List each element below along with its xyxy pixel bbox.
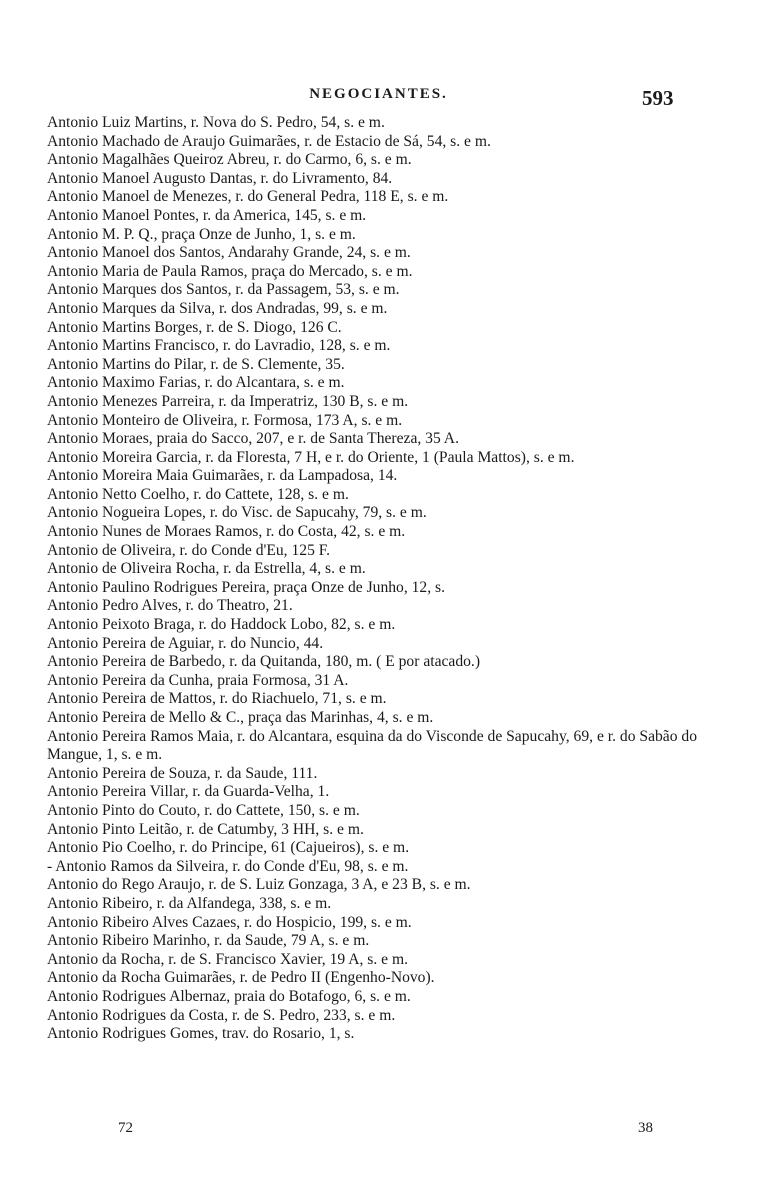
list-item: Antonio da Rocha Guimarães, r. de Pedro II (Engenho-Novo). <box>47 969 435 987</box>
list-item: Antonio Pedro Alves, r. do Theatro, 21. <box>47 597 293 615</box>
list-item: Antonio Rodrigues Albernaz, praia do Botafogo, 6, s. e m. <box>47 987 411 1005</box>
list-item: Antonio Peixoto Braga, r. do Haddock Lobo, 82, s. e m. <box>47 616 396 634</box>
section-title: NEGOCIANTES. <box>309 86 448 102</box>
list-item: Antonio Nunes de Moraes Ramos, r. do Costa, 42, s. e m. <box>47 523 406 541</box>
list-item: Antonio Martins Francisco, r. do Lavradio, 128, s. e m. <box>47 337 391 355</box>
list-item: Antonio Manoel dos Santos, Andarahy Grande, 24, s. e m. <box>47 244 411 262</box>
list-item: Antonio Pereira Ramos Maia, r. do Alcantara, esquina da do Visconde de Sapucahy, 69, e r. do Sabão do Mangue, 1, s. e m. <box>47 727 697 764</box>
list-item: Antonio Pinto do Couto, r. do Cattete, 150, s. e m. <box>47 801 360 819</box>
list-item: Antonio Nogueira Lopes, r. do Visc. de Sapucahy, 79, s. e m. <box>47 504 427 522</box>
list-item: Antonio Moreira Maia Guimarães, r. da Lampadosa, 14. <box>47 467 398 485</box>
list-item: Antonio Maria de Paula Ramos, praça do Mercado, s. e m. <box>47 262 413 280</box>
list-item: Antonio Pinto Leitão, r. de Catumby, 3 HH, s. e m. <box>47 820 364 838</box>
signature-mark: 72 <box>118 1120 133 1136</box>
list-item: Antonio de Oliveira, r. do Conde d'Eu, 125 F. <box>47 541 331 559</box>
list-item: Antonio Manoel de Menezes, r. do General Pedra, 118 E, s. e m. <box>47 188 449 206</box>
list-item: Antonio Pereira de Mattos, r. do Riachuelo, 71, s. e m. <box>47 690 387 708</box>
sheet-number: 38 <box>638 1120 653 1136</box>
list-item: Antonio Pereira de Aguiar, r. do Nuncio, 44. <box>47 634 324 652</box>
directory-entries <box>0 114 757 1044</box>
list-item: Antonio Luiz Martins, r. Nova do S. Pedro, 54, s. e m. <box>47 114 385 131</box>
list-item: Antonio Pio Coelho, r. do Principe, 61 (Cajueiros), s. e m. <box>47 839 410 857</box>
page-header <box>0 86 757 108</box>
list-item: Antonio Pereira Villar, r. da Guarda-Velha, 1. <box>47 783 330 801</box>
list-item: Antonio da Rocha, r. de S. Francisco Xavier, 19 A, s. e m. <box>47 950 409 968</box>
page-number: 593 <box>642 86 674 110</box>
list-item: Antonio Menezes Parreira, r. da Imperatriz, 130 B, s. e m. <box>47 392 409 410</box>
list-item: Antonio Marques da Silva, r. dos Andradas, 99, s. e m. <box>47 299 388 317</box>
list-item: Antonio M. P. Q., praça Onze de Junho, 1, s. e m. <box>47 225 356 243</box>
list-item: Antonio Moraes, praia do Sacco, 207, e r. de Santa Thereza, 35 A. <box>47 430 459 448</box>
list-item: Antonio Marques dos Santos, r. da Passagem, 53, s. e m. <box>47 281 400 299</box>
list-item: Antonio Pereira da Cunha, praia Formosa, 31 A. <box>47 671 349 689</box>
list-item: Antonio Pereira de Mello & C., praça das Marinhas, 4, s. e m. <box>47 709 434 726</box>
list-item: Antonio Pereira de Souza, r. da Saude, 111. <box>47 764 318 782</box>
list-item: Antonio Machado de Araujo Guimarães, r. de Estacio de Sá, 54, s. e m. <box>47 132 491 150</box>
list-item: Antonio Rodrigues Gomes, trav. do Rosario, 1, s. <box>47 1025 355 1043</box>
list-item: Antonio Ribeiro Alves Cazaes, r. do Hospicio, 199, s. e m. <box>47 913 412 931</box>
list-item: Antonio Ribeiro Marinho, r. da Saude, 79 A, s. e m. <box>47 932 370 950</box>
list-item: Antonio Martins Borges, r. de S. Diogo, 126 C. <box>47 318 342 336</box>
list-item: Antonio do Rego Araujo, r. de S. Luiz Gonzaga, 3 A, e 23 B, s. e m. <box>47 876 471 894</box>
list-item: Antonio de Oliveira Rocha, r. da Estrella, 4, s. e m. <box>47 560 366 578</box>
list-item: Antonio Martins do Pilar, r. de S. Clemente, 35. <box>47 355 345 373</box>
list-item: Antonio Manoel Pontes, r. da America, 145, s. e m. <box>47 206 367 224</box>
list-item: Antonio Moreira Garcia, r. da Floresta, 7 H, e r. do Oriente, 1 (Paula Mattos), s. e m. <box>47 448 575 466</box>
list-item: Antonio Rodrigues da Costa, r. de S. Pedro, 233, s. e m. <box>47 1006 396 1024</box>
list-item: Antonio Pereira de Barbedo, r. da Quitanda, 180, m. ( E por atacado.) <box>47 653 481 671</box>
list-item: Antonio Paulino Rodrigues Pereira, praça Onze de Junho, 12, s. <box>47 578 445 596</box>
list-item: Antonio Netto Coelho, r. do Cattete, 128, s. e m. <box>47 485 349 503</box>
list-item: Antonio Ribeiro, r. da Alfandega, 338, s. e m. <box>47 894 332 912</box>
list-item: Antonio Manoel Augusto Dantas, r. do Livramento, 84. <box>47 169 393 187</box>
list-item: Antonio Magalhães Queiroz Abreu, r. do Carmo, 6, s. e m. <box>47 151 412 169</box>
list-item: Antonio Monteiro de Oliveira, r. Formosa, 173 A, s. e m. <box>47 411 403 429</box>
list-item: - Antonio Ramos da Silveira, r. do Conde d'Eu, 98, s. e m. <box>47 857 409 875</box>
list-item: Antonio Maximo Farias, r. do Alcantara, s. e m. <box>47 374 345 392</box>
